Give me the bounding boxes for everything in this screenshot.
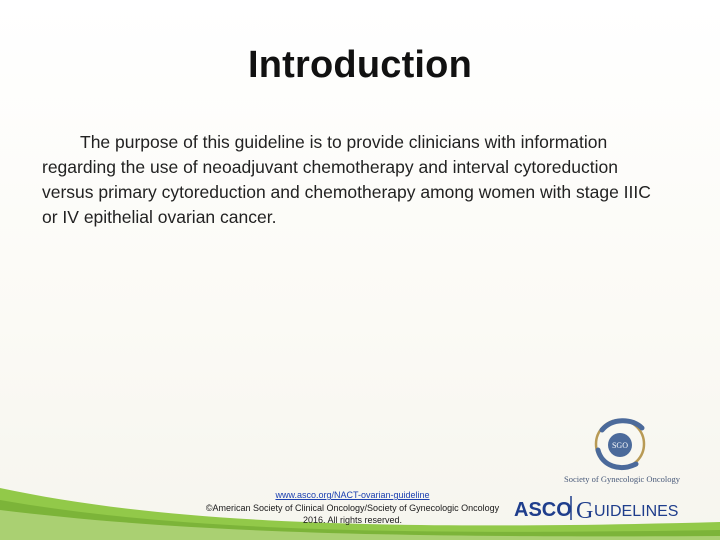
copyright-text: ©American Society of Clinical Oncology/Society of Gynecologic Oncology 2016. All rights reserved.: [205, 502, 500, 525]
asco-logo-text: ASCO: [514, 499, 572, 521]
footer-citation: [200, 489, 505, 527]
sgo-caption: Society of Gynecologic Oncology: [564, 474, 680, 484]
slide-title: Introduction: [247, 44, 473, 86]
sgo-mark-text: SGO: [611, 441, 629, 450]
guidelines-g-letter: G: [576, 498, 594, 524]
guideline-link[interactable]: www.asco.org/NACT-ovarian-guideline: [275, 490, 430, 500]
guidelines-logo-text: UIDELINES: [594, 503, 679, 520]
slide-body-text: The purpose of this guideline is to provide clinicians with information regarding the use of neoadjuvant chemotherapy and interval cytoreduction versus primary cytoreduction and chemotherapy among women with stage IIIC or IV epithelial ovarian cancer.: [42, 132, 651, 227]
asco-guidelines-logo: [514, 492, 694, 524]
